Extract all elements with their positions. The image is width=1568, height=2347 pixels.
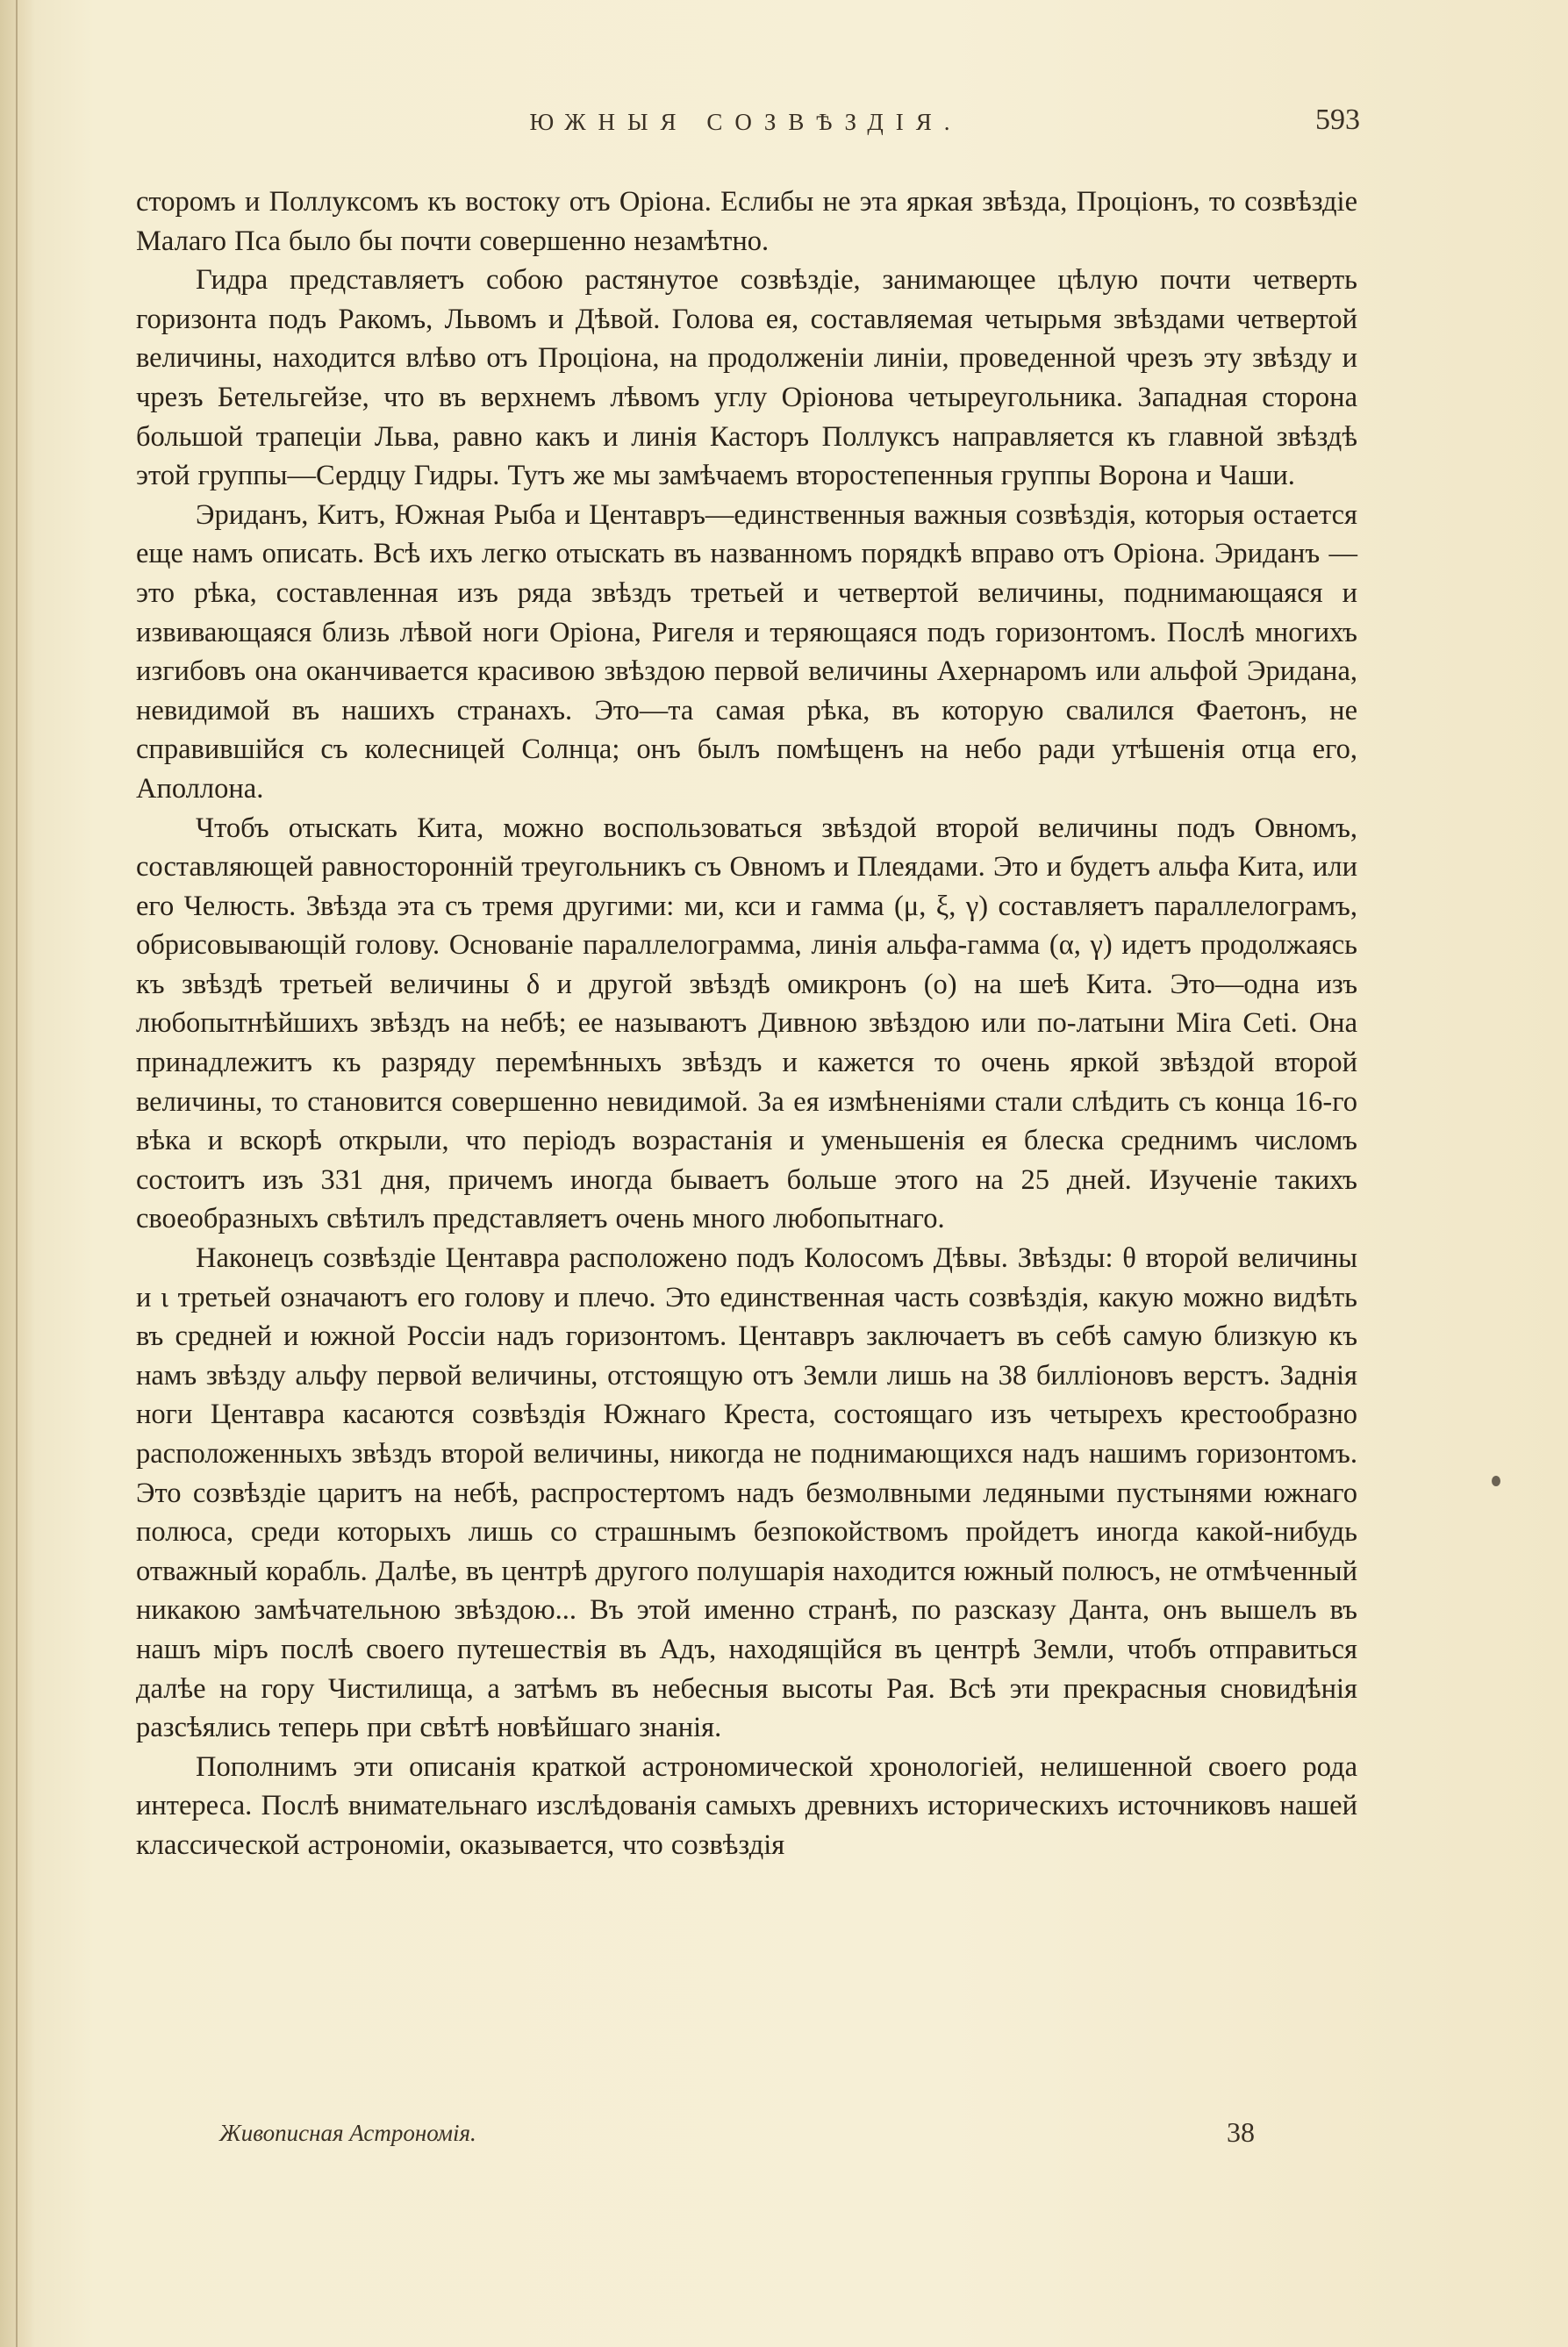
page-number: 593 bbox=[1315, 104, 1360, 136]
page-gutter-shadow bbox=[0, 0, 35, 2347]
paragraph-2: Гидра представляетъ собою растянутое созвѣздіе, занимающее цѣлую почти четверть горизонта подъ Ракомъ, Львомъ и Дѣвой. Голова ея, составляемая четырьмя звѣздами четвертой величины, находится влѣво отъ Проціона, на продолженіи линіи, проведенной чрезъ эту звѣзду и чрезъ Бетельгейзе, что въ верхнемъ лѣвомъ углу Оріонова четыреугольника. Западная сторона большой трапеціи Льва, равно какъ и линія Касторъ Поллуксъ направляется къ главной звѣздѣ этой группы—Сердцу Гидры. Тутъ же мы замѣчаемъ второстепенныя группы Ворона и Чаши. bbox=[136, 264, 1357, 492]
paragraph-6: Пополнимъ эти описанія краткой астрономической хронологіей, нелишенной своего рода интереса. Послѣ внимательнаго изслѣдованія самыхъ древнихъ историческихъ источниковъ нашей классической астрономіи, оказывается, что созвѣздія bbox=[136, 1750, 1357, 1861]
paragraph-1: сторомъ и Поллуксомъ къ востоку отъ Оріона. Еслибы не эта яркая звѣзда, Проціонъ, то созвѣздіе Малаго Пса было бы почти совершенно незамѣтно. bbox=[136, 186, 1357, 257]
page-footer bbox=[219, 2116, 1272, 2160]
signature-mark: 38 bbox=[1227, 2116, 1255, 2148]
book-title: Живописная Астрономія. bbox=[219, 2120, 476, 2146]
paragraph-4: Чтобъ отыскать Кита, можно воспользоваться звѣздой второй величины подъ Овномъ, составляющей равносторонній треугольникъ съ Овномъ и Плеядами. Это и будетъ альфа Кита, или его Челюсть. Звѣзда эта съ тремя другими: ми, кси и гамма (μ, ξ, γ) составляетъ параллелограмъ, обрисовывающій голову. Основаніе параллелограмма, линія альфа-гамма (α, γ) идетъ продолжаясь къ звѣздѣ третьей величины δ и другой звѣздѣ омикронъ (ο) на шеѣ Кита. Это—одна изъ любопытнѣйшихъ звѣздъ на небѣ; ее называютъ Дивною звѣздою или по-латыни Mira Ceti. Она принадлежитъ къ разряду перемѣнныхъ звѣздъ и кажется то очень яркой звѣздой второй величины, то становится совершенно невидимой. За ея измѣненіями стали слѣдить съ конца 16-го вѣка и вскорѣ открыли, что періодъ возрастанія и уменьшенія ея блеска среднимъ числомъ состоитъ изъ 331 дня, причемъ иногда бываетъ больше этого на 25 дней. Изученіе такихъ своеобразныхъ свѣтилъ представляетъ очень много любопытнаго. bbox=[136, 812, 1357, 1235]
page-header bbox=[132, 104, 1360, 147]
page-edge-line bbox=[16, 0, 18, 2347]
ink-speck bbox=[1492, 1476, 1500, 1486]
text-body bbox=[136, 182, 1357, 1865]
paragraph-3: Эриданъ, Китъ, Южная Рыба и Центавръ—единственныя важныя созвѣздія, которыя остается еще намъ описать. Всѣ ихъ легко отыскать въ названномъ порядкѣ вправо отъ Оріона. Эриданъ — это рѣка, составленная изъ ряда звѣздъ третьей и четвертой величины, поднимающаяся и извивающаяся близь лѣвой ноги Оріона, Ригеля и теряющаяся подъ горизонтомъ. Послѣ многихъ изгибовъ она оканчивается красивою звѣздою первой величины Ахернаромъ или альфой Эридана, невидимой въ нашихъ странахъ. Это—та самая рѣка, въ которую свалился Фаетонъ, не справившійся съ колесницей Солнца; онъ былъ помѣщенъ на небо ради утѣшенія отца его, Аполлона. bbox=[136, 498, 1357, 805]
paragraph-5: Наконецъ созвѣздіе Центавра расположено подъ Колосомъ Дѣвы. Звѣзды: θ второй величины и ι третьей означаютъ его голову и плечо. Это единственная часть созвѣздія, какую можно видѣть въ средней и южной Россіи надъ горизонтомъ. Центавръ заключаетъ въ себѣ самую близкую къ намъ звѣзду альфу первой величины, отстоящую отъ Земли лишь на 38 билліоновъ верстъ. Заднія ноги Центавра касаются созвѣздія Южнаго Креста, состоящаго изъ четырехъ крестообразно расположенныхъ звѣздъ второй величины, никогда не поднимающихся надъ нашимъ горизонтомъ. Это созвѣздіе царитъ на небѣ, распростертомъ надъ безмолвными ледяными пустынями южнаго полюса, среди которыхъ лишь со страшнымъ безпокойствомъ пройдетъ иногда какой-нибудь отважный корабль. Далѣе, въ центрѣ другого полушарія находится южный полюсъ, не отмѣченный никакою замѣчательною звѣздою... Въ этой именно странѣ, по разсказу Данта, онъ вышелъ въ нашъ міръ послѣ своего путешествія въ Адъ, находящійся въ центрѣ Земли, чтобъ отправиться далѣе на гору Чистилища, а затѣмъ въ небесныя высоты Рая. Всѣ эти прекрасныя сновидѣнія разсѣялись теперь при свѣтѣ новѣйшаго знанія. bbox=[136, 1242, 1357, 1744]
running-head: ЮЖНЫЯ СОЗВѢЗДІЯ. bbox=[529, 109, 963, 135]
